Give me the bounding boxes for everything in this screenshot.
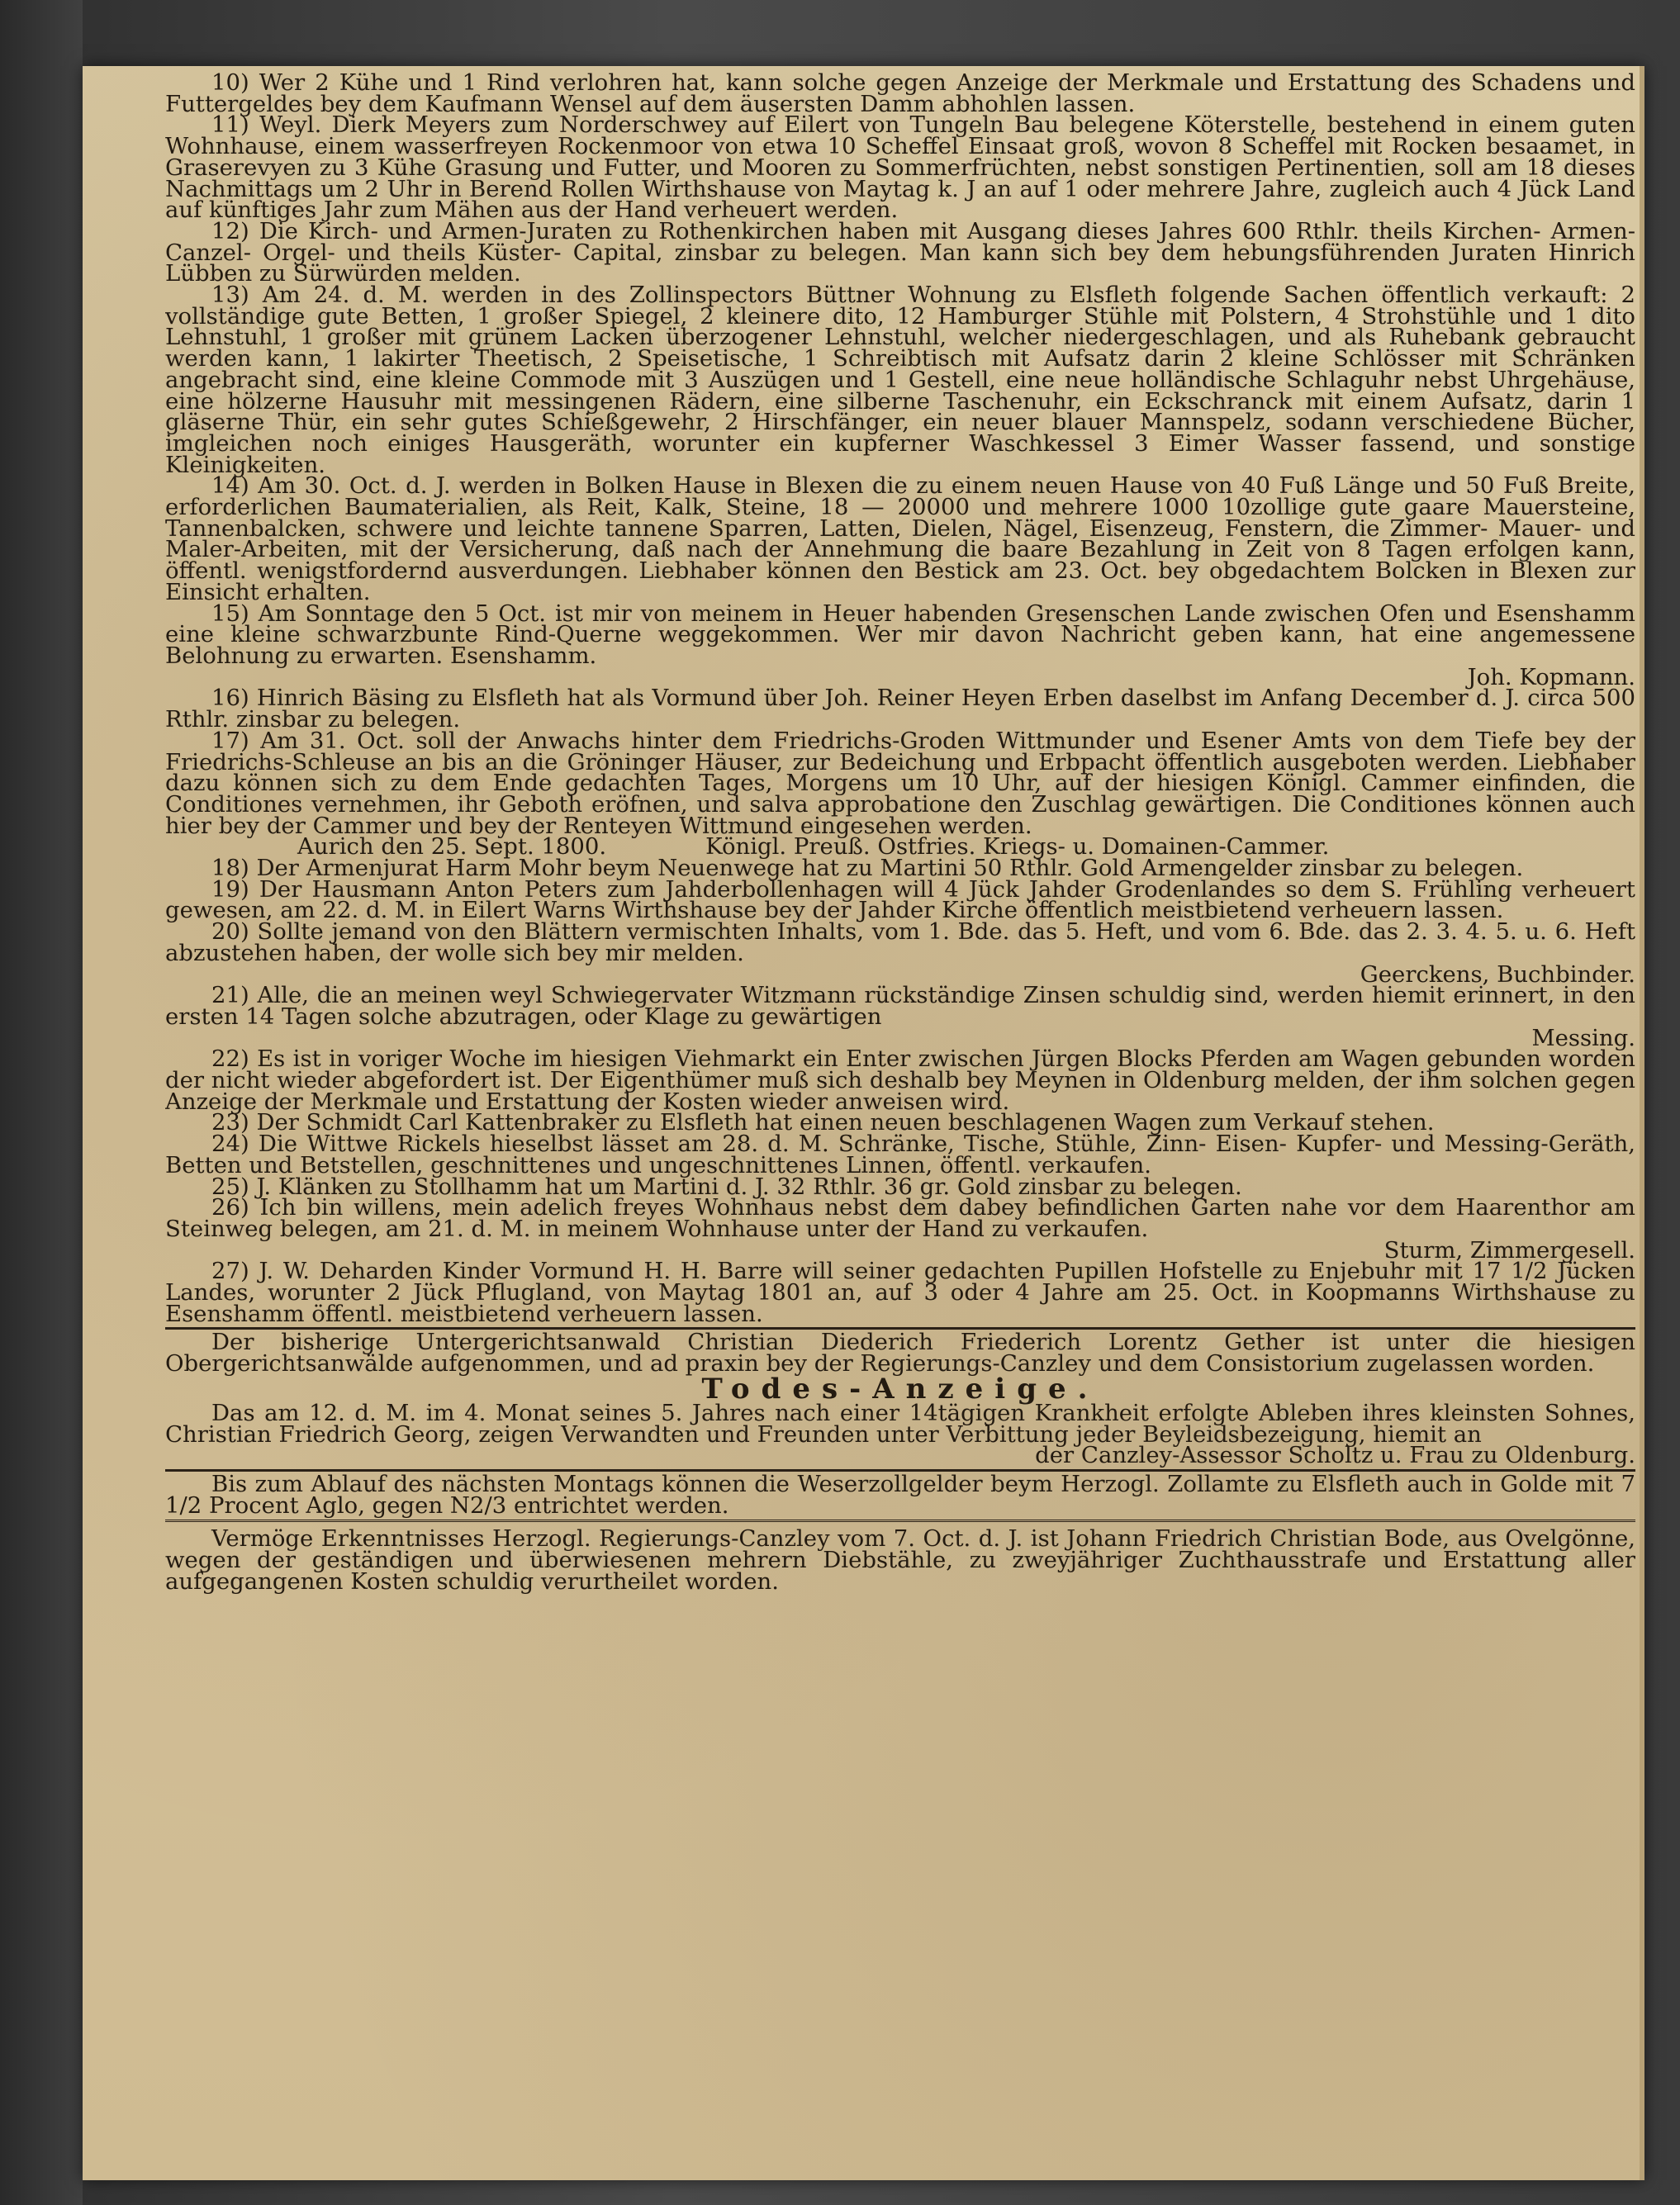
notice-26: 26) Ich bin willens, mein adelich freyes Wohnhaus nebst dem dabey befindlichen Garten nahe vor dem Haarenthor am Steinweg belegen, am 21. d. M. in meinem Wohnhause unter der Hand zu verkaufen. xyxy=(165,1194,1635,1242)
death-notice-text: Das am 12. d. M. im 4. Monat seines 5. Jahres nach einer 14tägigen Krankheit erfolgte Ableben ihres kleinsten Sohnes, Christian Friedrich Georg, zeigen Verwandten und Freunden unter Verbittung jeder Beyleidsbezeigung, hiemit an xyxy=(165,1399,1635,1448)
notice-11: 11) Weyl. Dierk Meyers zum Norderschwey auf Eilert von Tungeln Bau belegene Köterstelle, bestehend in einem guten Wohnhause, einem wasserfreyen Rockenmoor von etwa 10 Scheffel Einsaat groß, wovon 8 Scheffel mit Rocken besaamet, in Graserevyen zu 3 Kühe Grasung und Futter, und Mooren zu Sommerfrüchten, nebst sonstigen Pertinentien, soll am 18 dieses Nachmittags um 2 Uhr in Berend Rollen Wirthshause von Maytag k. J an auf 1 oder mehrere Jahre, zugleich auch 4 Jück Land auf künftiges Jahr zum Mähen aus der Hand verheuert werden. xyxy=(165,111,1635,224)
notice-24: 24) Die Wittwe Rickels hieselbst lässet am 28. d. M. Schränke, Tische, Stühle, Zinn- Eisen- Kupfer- und Messing-Geräth, Betten und Betstellen, geschnittenes und ungeschnittenes Linnen, öffentl. verkaufen. xyxy=(165,1131,1635,1178)
notice-22: 22) Es ist in voriger Woche im hiesigen Viehmarkt ein Enter zwischen Jürgen Blocks Pferden am Wagen gebunden worden der nicht wieder abgefordert ist. Der Eigenthümer muß sich deshalb bey Meynen in Oldenburg melden, der ihm solchen gegen Anzeige der Merkmale und Erstattung der Kosten wieder anweisen wird. xyxy=(165,1046,1635,1115)
signature-20: Geerckens, Buchbinder. xyxy=(1360,960,1635,988)
notice-20: 20) Sollte jemand von den Blättern vermischten Inhalts, vom 1. Bde. das 5. Heft, und vom 6. Bde. das 2. 3. 4. 5. u. 6. Heft abzustehen haben, der wolle sich bey mir melden. xyxy=(165,918,1635,966)
notice-17: 17) Am 31. Oct. soll der Anwachs hinter dem Friedrichs-Groden Wittmunder und Esener Amts von dem Tiefe bey der Friedrichs-Schleuse an bis an die Gröninger Häuser, zur Bedeichung und Erbpacht öffentlich ausgeboten werden. Liebhaber dazu können sich zu dem Ende gedachten Tages, Morgens um 10 Uhr, auf der hiesigen Königl. Cammer einfinden, die Conditiones vernehmen, ihr Geboth eröfnen, und salva approbatione den Zuschlag gewärtigen. Die Conditiones können auch hier bey der Cammer und bey der Renteyen Wittmund eingesehen werden. xyxy=(165,727,1635,839)
signature-15: Joh. Kopmann. xyxy=(1467,663,1635,690)
notice-14: 14) Am 30. Oct. d. J. werden in Bolken Hause in Blexen die zu einem neuen Hause von 40 Fuß Länge und 50 Fuß Breite, erforderlichen Baumaterialien, als Reit, Kalk, Steine, 18 — 20000 und mehrere 1000 10zollige gute gaare Mauersteine, Tannenbalcken, schwere und leichte tannene Sparren, Latten, Dielen, Nägel, Eisenzeug, Fenstern, die Zimmer- Mauer- und Maler-Arbeiten, mit der Versicherung, daß nach der Annehmung die baare Bezahlung in Zeit von 8 Tagen erfolgen kann, öffentl. wenigstfordernd ausverdungen. Liebhaber können den Bestick am 23. Oct. bey obgedachtem Bolcken in Blexen zur Einsicht erhalten. xyxy=(165,472,1635,605)
notice-16: 16) Hinrich Bäsing zu Elsfleth hat als Vormund über Joh. Reiner Heyen Erben daselbst im Anfang December d. J. circa 500 Rthlr. zinsbar zu belegen. xyxy=(165,685,1635,733)
notice-25: 25) J. Klänken zu Stollhamm hat um Martini d. J. 32 Rthlr. 36 gr. Gold zinsbar zu belegen. xyxy=(211,1173,1242,1200)
dateline-place: Aurich den 25. Sept. 1800. xyxy=(297,833,607,861)
death-notice-heading: Todes-Anzeige. xyxy=(701,1372,1099,1406)
notice-21: 21) Alle, die an meinen weyl Schwiegervater Witzmann rückständige Zinsen schuldig sind, werden hiemit erinnert, in den ersten 14 Tagen solche abzutragen, oder Klage zu gewärtigen xyxy=(165,982,1635,1030)
divider-double-rule xyxy=(165,1520,1635,1525)
notice-12: 12) Die Kirch- und Armen-Juraten zu Rothenkirchen haben mit Ausgang dieses Jahres 600 Rthlr. theils Kirchen- Armen- Canzel- Orgel- und theils Küster- Capital, zinsbar zu belegen. Man kann sich bey dem hebungsführenden Juraten Hinrich Lübben zu Sürwürden melden. xyxy=(165,217,1635,287)
notice-19: 19) Der Hausmann Anton Peters zum Jahderbollenhagen will 4 Jück Jahder Grodenlandes so dem S. Frühling verheuert gewesen, am 22. d. M. in Eilert Warns Wirthshause bey der Jahder Kirche öffentlich meistbietend verheuern lassen. xyxy=(165,875,1635,924)
notice-18: 18) Der Armenjurat Harm Mohr beym Neuenwege hat zu Martini 50 Rthlr. Gold Armengelder zinsbar zu belegen. xyxy=(211,855,1524,882)
death-notice-signature: der Canzley-Assessor Scholtz u. Frau zu Oldenburg. xyxy=(1035,1442,1635,1469)
notice-verdict: Vermöge Erkenntnisses Herzogl. Regierungs-Canzley vom 7. Oct. d. J. ist Johann Friedrich Christian Bode, aus Ovelgönne, wegen der geständigen und überwiesenen mehrern Diebstähle, zu zweyjähriger Zuchthausstrafe und Erstattung aller aufgegangenen Kosten schuldig verurtheilet worden. xyxy=(165,1525,1635,1595)
page-text xyxy=(165,73,1635,2170)
notice-23: 23) Der Schmidt Carl Kattenbraker zu Elsfleth hat einen neuen beschlagenen Wagen zum Verkauf stehen. xyxy=(211,1109,1435,1136)
notice-10: 10) Wer 2 Kühe und 1 Rind verlohren hat, kann solche gegen Anzeige der Merkmale und Erstattung des Schadens und Futtergeldes bey dem Kaufmann Wensel auf dem äusersten Damm abhohlen lassen. xyxy=(165,73,1635,117)
notice-15: 15) Am Sonntage den 5 Oct. ist mir von meinem in Heuer habenden Gresenschen Lande zwischen Ofen und Esenshamm eine kleine schwarzbunte Rind-Querne weggekommen. Wer mir davon Nachricht geben kann, hat eine angemessene Belohnung zu erwarten. Esenshamm. xyxy=(165,600,1635,669)
signature-21: Messing. xyxy=(1531,1024,1635,1051)
notice-13: 13) Am 24. d. M. werden in des Zollinspectors Büttner Wohnung zu Elsfleth folgende Sachen öffentlich verkauft: 2 vollständige gute Betten, 1 großer Spiegel, 2 kleinere dito, 12 Hamburger Stühle mit Polstern, 4 Strohstühle und 1 dito Lehnstuhl, 1 großer mit grünem Lacken überzogener Lehnstuhl, welcher niedergeschlagen, und als Ruhebank gebraucht werden kann, 1 lakirter Theetisch, 2 Speisetische, 1 Schreibtisch mit Aufsatz darin 2 kleine Schlösser mit Schränken angebracht sind, eine kleine Commode mit 3 Auszügen und 1 Gestell, eine neue holländische Schlaguhr nebst Uhrgehäuse, eine hölzerne Hausuhr mit messingenen Rädern, eine silberne Taschenuhr, ein Eckschranck mit einem Aufsatz, darin 1 gläserne Thür, ein sehr gutes Schießgewehr, 2 Hirschfänger, ein neuer blauer Mannspelz, sodann verschiedene Bücher, imgleichen noch einiges Hausgeräth, worunter ein kupferner Waschkessel 3 Eimer Wasser fassend, und sonstige Kleinigkeiten. xyxy=(165,282,1635,478)
notice-gether: Der bisherige Untergerichtsanwald Christian Diederich Friederich Lorentz Gether ist unter die hiesigen Obergerichtsanwälde aufgenommen, und ad praxin bey der Regierungs-Canzley und dem Consistorium zugelassen worden. xyxy=(165,1329,1635,1378)
book-spine xyxy=(0,0,83,2205)
notice-weserzoll: Bis zum Ablauf des nächsten Montags können die Weserzollgelder beym Herzogl. Zollamte zu Elsfleth auch in Golde mit 7 1/2 Procent Aglo, gegen N2/3 entrichtet werden. xyxy=(165,1471,1635,1519)
dateline-authority: Königl. Preuß. Ostfries. Kriegs- u. Domainen-Cammer. xyxy=(705,833,1330,861)
notice-27: 27) J. W. Deharden Kinder Vormund H. H. Barre will seiner gedachten Pupillen Hofstelle zu Enjebuhr mit 17 1/2 Jücken Landes, worunter 2 Jück Pflugland, von Maytag 1801 an, auf 3 oder 4 Jahre am 25. Oct. in Koopmanns Wirthshause zu Esenshamm öffentl. meistbietend verheuern lassen. xyxy=(165,1258,1635,1327)
signature-26: Sturm, Zimmergesell. xyxy=(1383,1236,1635,1264)
